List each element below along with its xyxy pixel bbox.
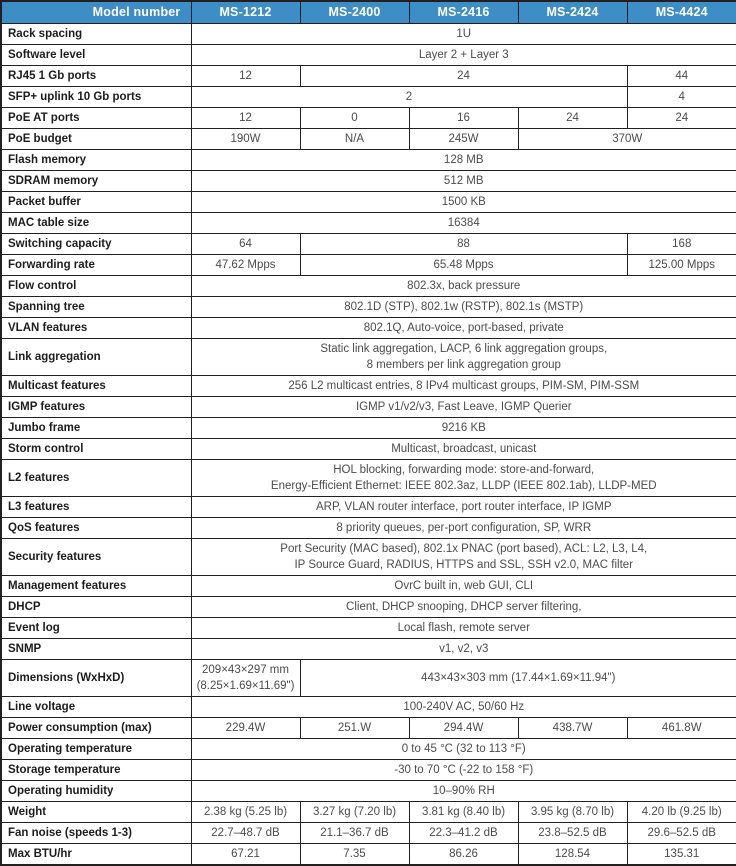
spec-value-cell: 7.35 — [300, 843, 409, 865]
row-label: Dimensions (WxHxD) — [1, 659, 191, 696]
spec-value-cell: 245W — [409, 128, 518, 149]
spec-value-cell: 24 — [300, 65, 627, 86]
row-label: Forwarding rate — [1, 254, 191, 275]
spec-value-cell: 229.4W — [191, 717, 300, 738]
spec-value-cell: 802.1D (STP), 802.1w (RSTP), 802.1s (MSTP) — [191, 296, 736, 317]
table-row — [1, 23, 736, 44]
header-model-number: Model number — [1, 1, 191, 23]
spec-value-cell: 3.95 kg (8.70 lb) — [518, 801, 627, 822]
spec-value-cell: 461.8W — [627, 717, 736, 738]
table-row — [1, 191, 736, 212]
spec-value-cell: Client, DHCP snooping, DHCP server filtering, — [191, 596, 736, 617]
row-label: SFP+ uplink 10 Gb ports — [1, 86, 191, 107]
spec-value-cell: 8 priority queues, per-port configuration, SP, WRR — [191, 517, 736, 538]
spec-value-cell: 1U — [191, 23, 736, 44]
table-row — [1, 44, 736, 65]
row-label: Management features — [1, 575, 191, 596]
table-row — [1, 212, 736, 233]
table-row — [1, 86, 736, 107]
table-row — [1, 801, 736, 822]
table-row — [1, 459, 736, 496]
spec-value-cell: ARP, VLAN router interface, port router interface, IP IGMP — [191, 496, 736, 517]
spec-value-cell: 1500 KB — [191, 191, 736, 212]
row-label: Packet buffer — [1, 191, 191, 212]
row-label: Operating humidity — [1, 780, 191, 801]
header-ms-2400: MS-2400 — [300, 1, 409, 23]
table-row — [1, 496, 736, 517]
table-row — [1, 822, 736, 843]
row-label: IGMP features — [1, 396, 191, 417]
row-label: Max BTU/hr — [1, 843, 191, 865]
spec-value-cell: Multicast, broadcast, unicast — [191, 438, 736, 459]
spec-value-cell: 125.00 Mpps — [627, 254, 736, 275]
spec-value-cell: v1, v2, v3 — [191, 638, 736, 659]
spec-value-cell: 64 — [191, 233, 300, 254]
row-label: Power consumption (max) — [1, 717, 191, 738]
row-label: Rack spacing — [1, 23, 191, 44]
table-row — [1, 65, 736, 86]
header-row — [1, 1, 736, 23]
spec-value-cell: 256 L2 multicast entries, 8 IPv4 multicast groups, PIM-SM, PIM-SSM — [191, 375, 736, 396]
spec-value-cell: 21.1–36.7 dB — [300, 822, 409, 843]
spec-value-cell: -30 to 70 °C (-22 to 158 °F) — [191, 759, 736, 780]
spec-value-cell: 12 — [191, 107, 300, 128]
row-label: Multicast features — [1, 375, 191, 396]
spec-value-cell: 190W — [191, 128, 300, 149]
spec-value-cell: Local flash, remote server — [191, 617, 736, 638]
spec-value-cell: 2.38 kg (5.25 lb) — [191, 801, 300, 822]
row-label: Storage temperature — [1, 759, 191, 780]
table-row — [1, 296, 736, 317]
row-label: Weight — [1, 801, 191, 822]
spec-value-cell: 23.8–52.5 dB — [518, 822, 627, 843]
spec-value-cell: HOL blocking, forwarding mode: store-and-forward, Energy-Efficient Ethernet: IEEE 802.3az, LLDP (IEEE 802.1ab), LLDP-MED — [191, 459, 736, 496]
table-row — [1, 317, 736, 338]
row-label: Event log — [1, 617, 191, 638]
spec-value-cell: 0 — [300, 107, 409, 128]
table-row — [1, 843, 736, 865]
table-row — [1, 517, 736, 538]
row-label: Switching capacity — [1, 233, 191, 254]
spec-value-cell: 168 — [627, 233, 736, 254]
table-row — [1, 233, 736, 254]
row-label: Flow control — [1, 275, 191, 296]
spec-value-cell: 16 — [409, 107, 518, 128]
table-row — [1, 275, 736, 296]
spec-value-cell: 2 — [191, 86, 627, 107]
spec-table-header — [1, 1, 736, 23]
spec-value-cell: 65.48 Mpps — [300, 254, 627, 275]
row-label: Fan noise (speeds 1-3) — [1, 822, 191, 843]
row-label: VLAN features — [1, 317, 191, 338]
spec-value-cell: 370W — [518, 128, 736, 149]
spec-value-cell: Static link aggregation, LACP, 6 link aggregation groups, 8 members per link aggregation group — [191, 338, 736, 375]
spec-value-cell: 128.54 — [518, 843, 627, 865]
row-label: Line voltage — [1, 696, 191, 717]
spec-value-cell: 24 — [518, 107, 627, 128]
row-label: Spanning tree — [1, 296, 191, 317]
spec-value-cell: 16384 — [191, 212, 736, 233]
spec-value-cell: 802.3x, back pressure — [191, 275, 736, 296]
spec-value-cell: 67.21 — [191, 843, 300, 865]
spec-value-cell: 9216 KB — [191, 417, 736, 438]
table-row — [1, 417, 736, 438]
row-label: Operating temperature — [1, 738, 191, 759]
spec-value-cell: 44 — [627, 65, 736, 86]
spec-value-cell: 3.27 kg (7.20 lb) — [300, 801, 409, 822]
spec-value-cell: 86.26 — [409, 843, 518, 865]
table-row — [1, 759, 736, 780]
spec-value-cell: 29.6–52.5 dB — [627, 822, 736, 843]
spec-value-cell: OvrC built in, web GUI, CLI — [191, 575, 736, 596]
spec-value-cell: 443×43×303 mm (17.44×1.69×11.94") — [300, 659, 736, 696]
table-row — [1, 149, 736, 170]
table-row — [1, 596, 736, 617]
spec-value-cell: 512 MB — [191, 170, 736, 191]
table-row — [1, 738, 736, 759]
table-row — [1, 170, 736, 191]
spec-table-body — [1, 23, 736, 865]
spec-value-cell: 3.81 kg (8.40 lb) — [409, 801, 518, 822]
table-row — [1, 538, 736, 575]
spec-value-cell: 24 — [627, 107, 736, 128]
spec-value-cell: 802.1Q, Auto-voice, port-based, private — [191, 317, 736, 338]
row-label: L3 features — [1, 496, 191, 517]
row-label: SNMP — [1, 638, 191, 659]
table-row — [1, 107, 736, 128]
spec-value-cell: 135.31 — [627, 843, 736, 865]
table-row — [1, 696, 736, 717]
row-label: DHCP — [1, 596, 191, 617]
row-label: Jumbo frame — [1, 417, 191, 438]
spec-value-cell: 88 — [300, 233, 627, 254]
spec-value-cell: 128 MB — [191, 149, 736, 170]
spec-value-cell: 4 — [627, 86, 736, 107]
row-label: Link aggregation — [1, 338, 191, 375]
spec-value-cell: 22.7–48.7 dB — [191, 822, 300, 843]
row-label: L2 features — [1, 459, 191, 496]
header-ms-4424: MS-4424 — [627, 1, 736, 23]
row-label: RJ45 1 Gb ports — [1, 65, 191, 86]
spec-value-cell: Layer 2 + Layer 3 — [191, 44, 736, 65]
spec-value-cell: Port Security (MAC based), 802.1x PNAC (port based), ACL: L2, L3, L4, IP Source Guard, RADIUS, HTTPS and SSL, SSH v2.0, MAC filter — [191, 538, 736, 575]
row-label: PoE budget — [1, 128, 191, 149]
table-row — [1, 717, 736, 738]
spec-value-cell: 251.W — [300, 717, 409, 738]
row-label: MAC table size — [1, 212, 191, 233]
row-label: QoS features — [1, 517, 191, 538]
header-ms-2416: MS-2416 — [409, 1, 518, 23]
spec-value-cell: 100-240V AC, 50/60 Hz — [191, 696, 736, 717]
table-row — [1, 780, 736, 801]
table-row — [1, 617, 736, 638]
spec-value-cell: 294.4W — [409, 717, 518, 738]
row-label: Storm control — [1, 438, 191, 459]
spec-value-cell: 47.62 Mpps — [191, 254, 300, 275]
row-label: Software level — [1, 44, 191, 65]
spec-value-cell: IGMP v1/v2/v3, Fast Leave, IGMP Querier — [191, 396, 736, 417]
spec-value-cell: 12 — [191, 65, 300, 86]
table-row — [1, 396, 736, 417]
row-label: Security features — [1, 538, 191, 575]
header-ms-1212: MS-1212 — [191, 1, 300, 23]
table-row — [1, 254, 736, 275]
header-ms-2424: MS-2424 — [518, 1, 627, 23]
spec-value-cell: 0 to 45 °C (32 to 113 °F) — [191, 738, 736, 759]
table-row — [1, 128, 736, 149]
table-row — [1, 638, 736, 659]
spec-value-cell: 10–90% RH — [191, 780, 736, 801]
spec-value-cell: 4.20 lb (9.25 lb) — [627, 801, 736, 822]
spec-value-cell: 209×43×297 mm (8.25×1.69×11.69") — [191, 659, 300, 696]
row-label: PoE AT ports — [1, 107, 191, 128]
table-row — [1, 659, 736, 696]
table-row — [1, 438, 736, 459]
table-row — [1, 575, 736, 596]
row-label: Flash memory — [1, 149, 191, 170]
row-label: SDRAM memory — [1, 170, 191, 191]
spec-value-cell: 22.3–41.2 dB — [409, 822, 518, 843]
table-row — [1, 375, 736, 396]
table-row — [1, 338, 736, 375]
spec-value-cell: N/A — [300, 128, 409, 149]
spec-value-cell: 438.7W — [518, 717, 627, 738]
